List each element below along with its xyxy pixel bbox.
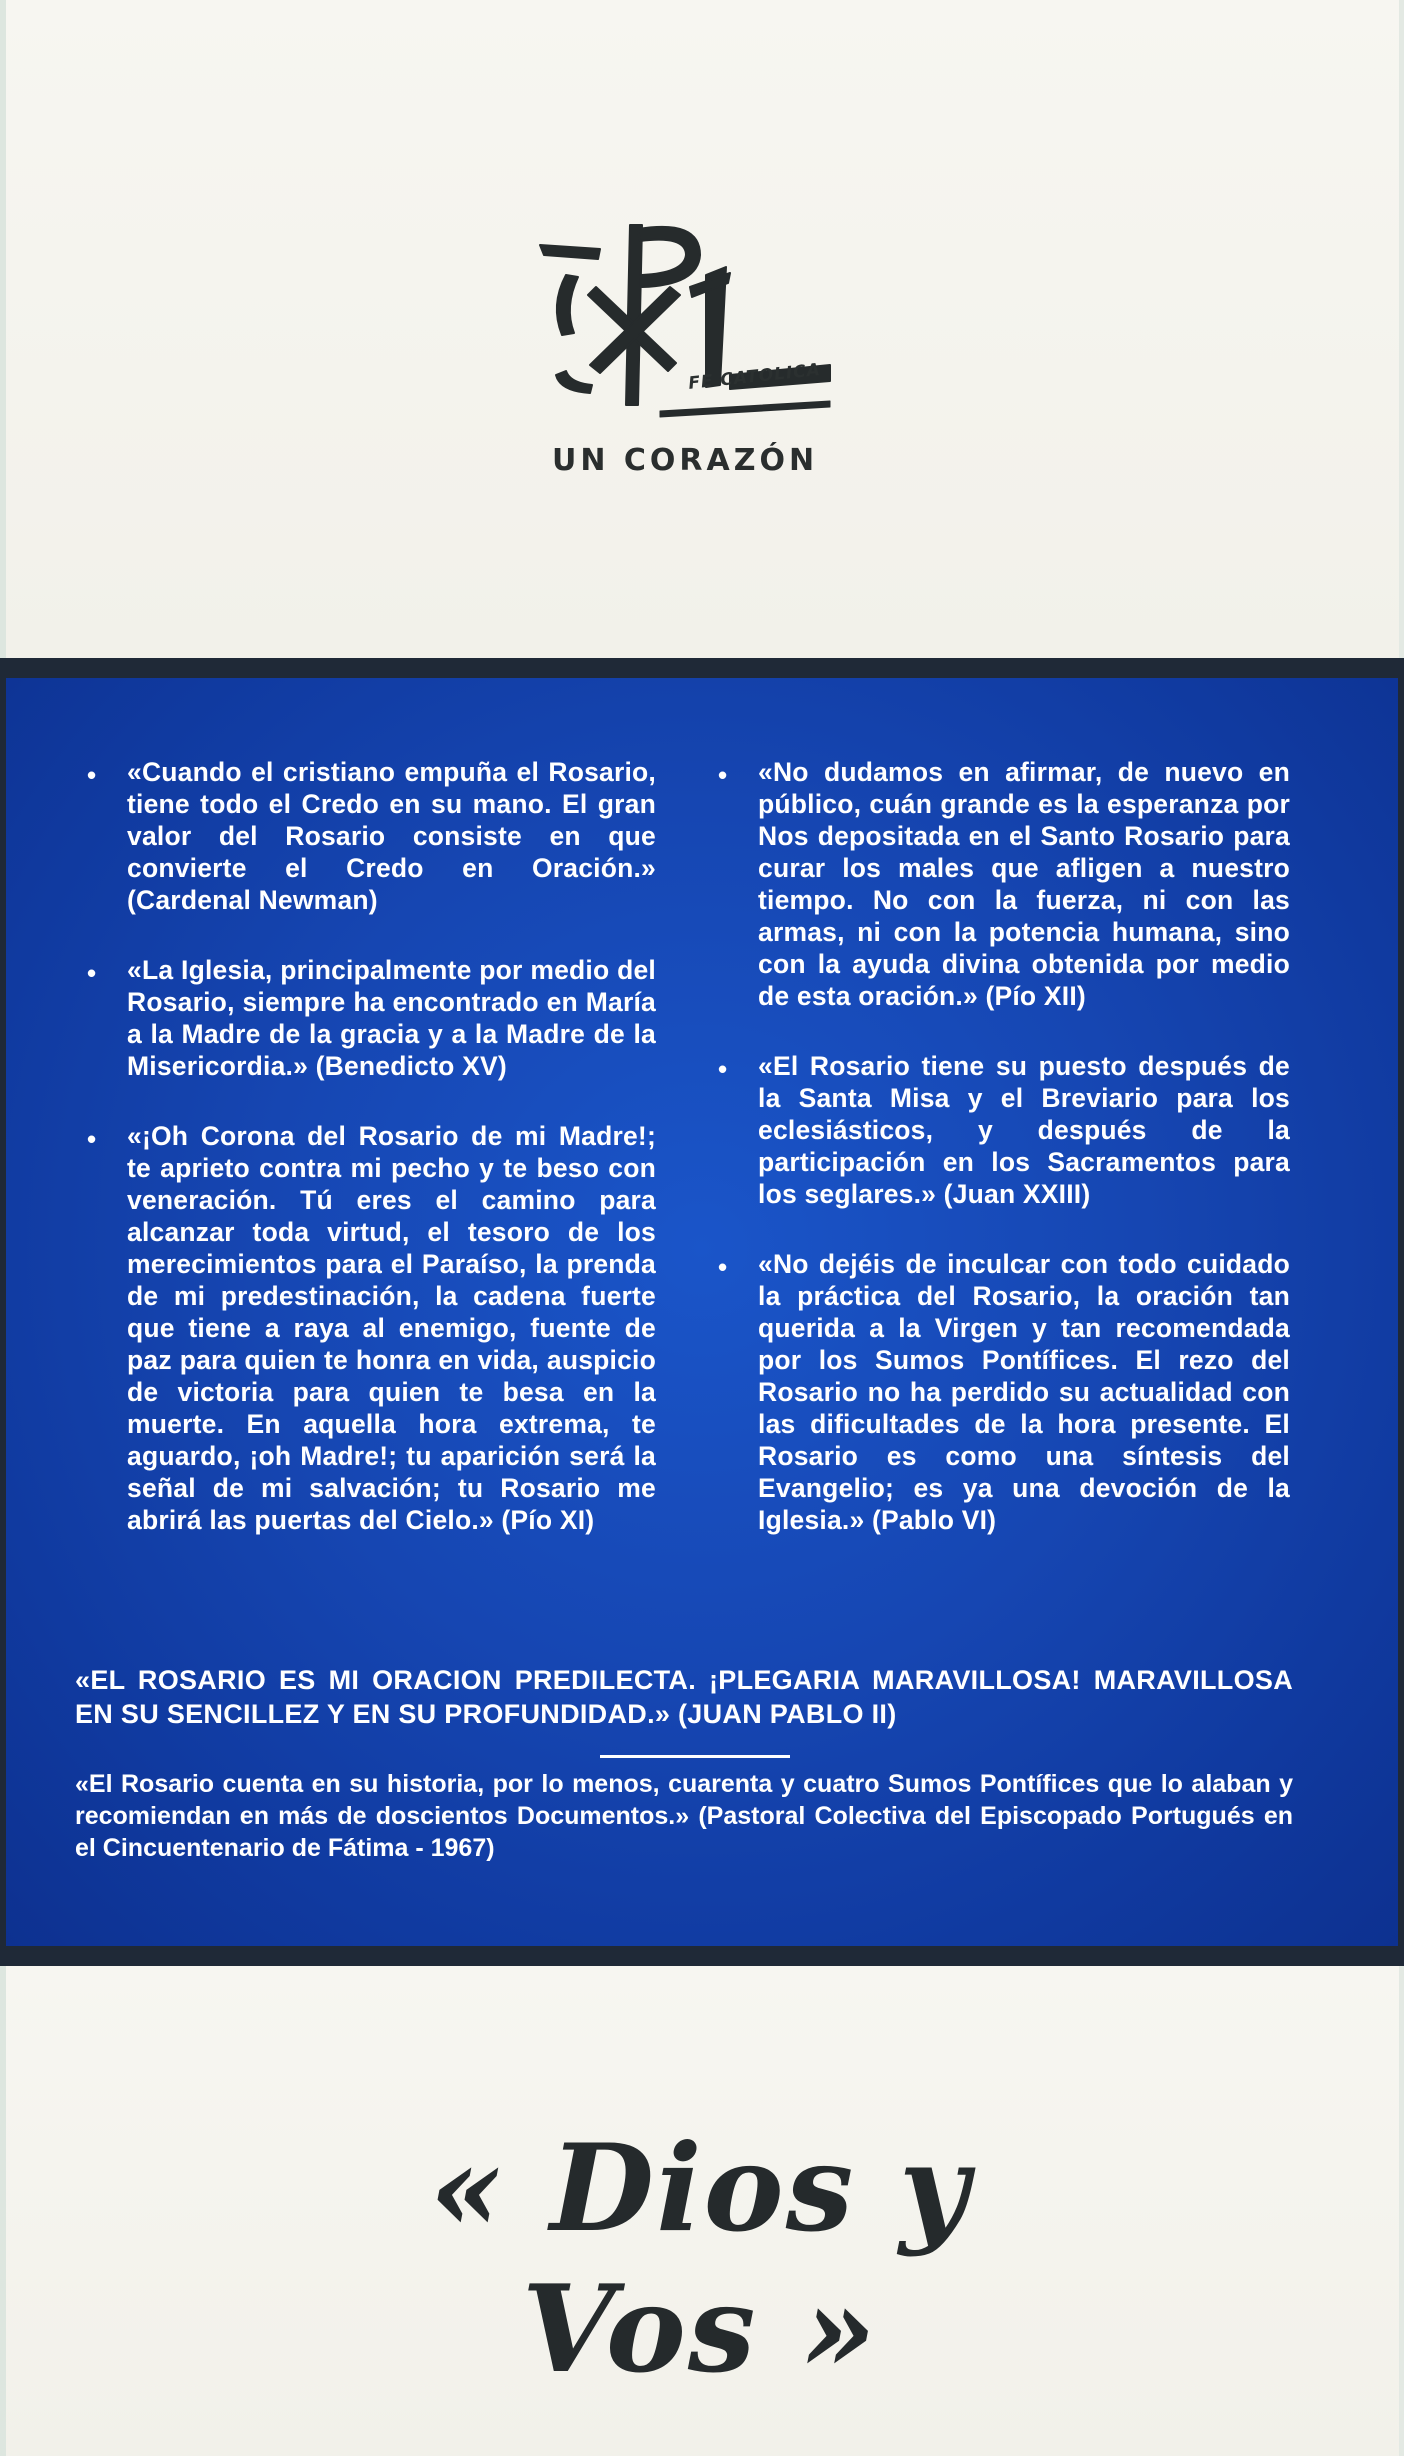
quote-text: «El Rosario tiene su puesto después de la Santa Misa y el Breviario para los eclesiásticos, y después de la participación en los Sacramentos para los seglares.» (Juan XXIII) [758, 1051, 1290, 1209]
quote-pio-xi [81, 1120, 656, 1536]
logo-tag: FE CATOLICA [687, 360, 822, 394]
quotes-band [0, 658, 1404, 1966]
quote-pablo-vi [712, 1248, 1290, 1536]
chi-rho-logo-icon [530, 215, 850, 435]
quote-pio-xii [712, 756, 1290, 1012]
quotes-panel [6, 678, 1398, 1946]
logo-caption: UN CORAZÓN [552, 443, 819, 478]
quote-text: «La Iglesia, principalmente por medio del Rosario, siempre ha encontrado en María a la Madre de la gracia y a la Madre de la Misericordia.» (Benedicto XV) [127, 955, 656, 1081]
quote-juan-xxiii [712, 1050, 1290, 1210]
quote-text: «¡Oh Corona del Rosario de mi Madre!; te aprieto contra mi pecho y te beso con veneración. Tú eres el camino para alcanzar toda virtud, el tesoro de los merecimientos para el Paraíso, la prenda de mi predestinación, la cadena fuerte que tiene a raya al enemigo, fuente de paz para quien te honra en vida, auspicio de victoria para quien te besa en la muerte. En aquella hora extrema, te aguardo, ¡oh Madre!; tu aparición será la señal de mi salvación; tu Rosario me abrirá las puertas del Cielo.» (Pío XI) [127, 1121, 656, 1535]
bullet-icon: • [718, 1054, 728, 1084]
bullet-icon: • [87, 760, 97, 790]
quote-benedicto-xv [81, 954, 656, 1082]
bullet-icon: • [718, 1252, 728, 1282]
quote-text: «No dudamos en afirmar, de nuevo en público, cuán grande es la esperanza por Nos depositada en el Santo Rosario para curar los males que afligen a nuestro tiempo. No con la fuerza, ni con las armas, ni con la potencia humana, sino con la ayuda divina obtenida por medio de esta oración.» (Pío XII) [758, 757, 1290, 1011]
fe-catolica-logo [530, 215, 850, 515]
right-column [712, 756, 1290, 1574]
highlight-quote: «EL ROSARIO ES MI ORACION PREDILECTA. ¡PLEGARIA MARAVILLOSA! MARAVILLOSA EN SU SENCILLEZ Y EN SU PROFUNDIDAD.» (JUAN PABLO II) [75, 1665, 1293, 1729]
closing-quote: «El Rosario cuenta en su historia, por lo menos, cuarenta y cuatro Sumos Pontífices que lo alaban y recomiendan en más de doscientos Documentos.» (Pastoral Colectiva del Episcopado Portugués en el Cincuentenario de Fátima - 1967) [75, 1770, 1293, 1862]
bullet-icon: • [87, 958, 97, 988]
dios-y-vos-signature: « Dios y Vos » [429, 2118, 971, 2400]
bullet-icon: • [718, 760, 728, 790]
quote-text: «No dejéis de inculcar con todo cuidado la práctica del Rosario, la oración tan querida a la Virgen y tan recomendada por los Sumos Pontífices. El rezo del Rosario no ha perdido su actualidad con las dificultades de la hora presente. El Rosario es como una síntesis del Evangelio; es ya una devoción de la Iglesia.» (Pablo VI) [758, 1249, 1290, 1535]
quote-newman [81, 756, 656, 916]
quote-text: «Cuando el cristiano empuña el Rosario, tiene todo el Credo en su mano. El gran valor del Rosario consiste en que convierte el Credo en Oración.» (Cardenal Newman) [127, 757, 656, 915]
bullet-icon: • [87, 1124, 97, 1154]
divider-line [600, 1755, 790, 1758]
left-column [81, 756, 656, 1574]
